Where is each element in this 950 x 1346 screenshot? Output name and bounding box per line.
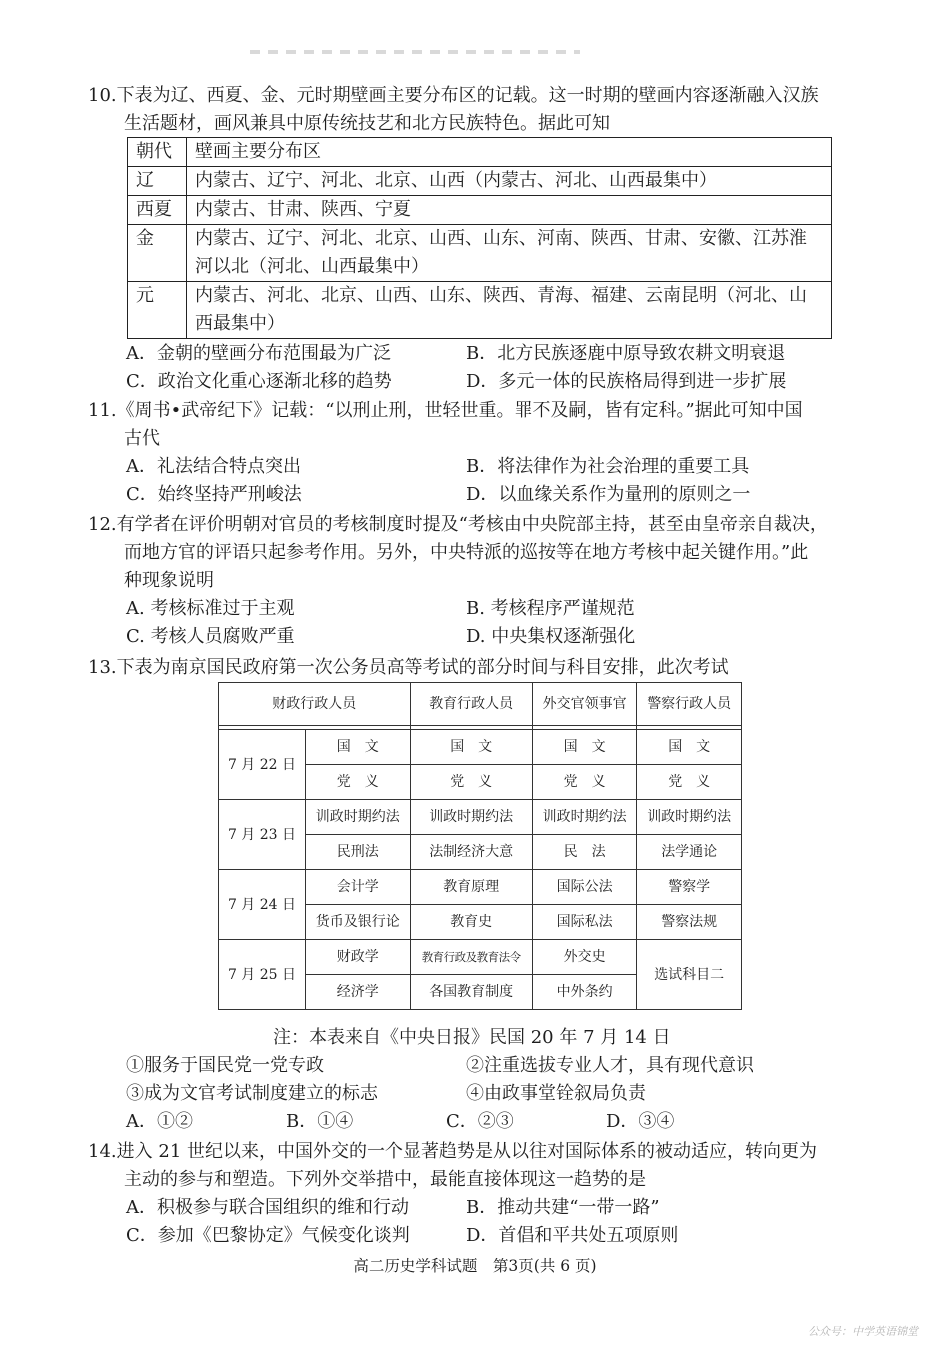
q14-stem-line2: 主动的参与和塑造。下列外交举措中，最能直接体现这一趋势的是 — [124, 1169, 646, 1190]
q10-number: 10. — [88, 85, 117, 106]
q13-subject: 国 文 — [410, 730, 532, 765]
q10-header-region: 壁画主要分布区 — [187, 138, 832, 167]
q10-cell-region: 内蒙古、甘肃、陕西、宁夏 — [187, 196, 832, 225]
page-footer: 高二历史学科试题 第3页(共 6 页) — [353, 1257, 597, 1275]
q13-option-b[interactable]: B．①④ — [286, 1111, 354, 1132]
q13-statement: ①服务于国民党一党专政 — [126, 1055, 324, 1076]
q12-stem-line1: 12.有学者在评价明朝对官员的考核制度时提及“考核由中央院部主持，甚至由皇帝亲自裁决， — [88, 511, 888, 539]
q13-table-note: 注：本表来自《中央日报》民国 20 年 7 月 14 日 — [273, 1027, 671, 1048]
watermark: 公众号：中学英语锦堂 — [808, 1325, 918, 1338]
q13-subject: 教育行政及教育法令 — [410, 940, 532, 975]
q12-option-b[interactable]: B. 考核程序严谨规范 — [466, 598, 635, 619]
q13-header: 警察行政人员 — [637, 683, 742, 726]
q14-option-d[interactable]: D．首倡和平共处五项原则 — [466, 1225, 679, 1246]
q13-subject: 中外条约 — [532, 975, 637, 1010]
q12-stem-line3: 种现象说明 — [124, 570, 214, 591]
q14-stem-line1: 14.进入 21 世纪以来，中国外交的一个显著趋势是从以往对国际体系的被动适应，转向更为 — [88, 1138, 888, 1166]
scan-artifact-line — [250, 50, 580, 54]
q11-option-b[interactable]: B．将法律作为社会治理的重要工具 — [466, 456, 750, 477]
q11-stem-line2: 古代 — [124, 428, 160, 449]
q11-number: 11. — [88, 400, 117, 421]
q14-option-b[interactable]: B．推动共建“一带一路” — [466, 1197, 660, 1218]
question-14 — [88, 1138, 888, 1250]
q13-subject: 警察法规 — [637, 905, 742, 940]
q13-subject: 民 法 — [532, 835, 637, 870]
q10-cell-region: 内蒙古、河北、北京、山西、山东、陕西、青海、福建、云南昆明（河北、山西最集中） — [187, 282, 832, 339]
q10-cell-region: 内蒙古、辽宁、河北、北京、山西、山东、河南、陕西、甘肃、安徽、江苏淮河以北（河北、山西最集中） — [187, 225, 832, 282]
q13-statements-and-options — [88, 1052, 888, 1136]
q13-header: 外交官领事官 — [532, 683, 637, 726]
question-11 — [88, 397, 888, 509]
q13-option-c[interactable]: C．②③ — [446, 1111, 514, 1132]
q13-subject: 财政学 — [306, 940, 411, 975]
q13-subject: 教育史 — [410, 905, 532, 940]
q13-subject: 经济学 — [306, 975, 411, 1010]
q13-subject: 法学通论 — [637, 835, 742, 870]
q12-option-c[interactable]: C. 考核人员腐败严重 — [126, 626, 295, 647]
q10-cell-dynasty: 金 — [128, 225, 187, 282]
question-13 — [88, 654, 888, 682]
q12-option-d[interactable]: D. 中央集权逐渐强化 — [466, 626, 636, 647]
q13-subject: 民刑法 — [306, 835, 411, 870]
q13-statement: ②注重选拔专业人才，具有现代意识 — [466, 1055, 754, 1076]
q13-subject: 国际私法 — [532, 905, 637, 940]
q13-subject: 货币及银行论 — [306, 905, 411, 940]
q12-option-a[interactable]: A. 考核标准过于主观 — [126, 598, 295, 619]
q13-subject: 党 义 — [410, 765, 532, 800]
q14-number: 14. — [88, 1141, 117, 1162]
q13-subject: 国 文 — [306, 730, 411, 765]
q13-statement: ④由政事堂铨叙局负责 — [466, 1083, 646, 1104]
q13-subject: 外交史 — [532, 940, 637, 975]
q13-date: 7 月 22 日 — [219, 730, 306, 800]
q13-header: 教育行政人员 — [410, 683, 532, 726]
q13-subject: 训政时期约法 — [306, 800, 411, 835]
q11-option-c[interactable]: C．始终坚持严刑峻法 — [126, 484, 302, 505]
q13-subject: 训政时期约法 — [637, 800, 742, 835]
q13-subject: 国 文 — [532, 730, 637, 765]
q13-subject-merged: 选试科目二 — [637, 940, 742, 1010]
q13-statement: ③成为文官考试制度建立的标志 — [126, 1083, 378, 1104]
q13-subject: 国际公法 — [532, 870, 637, 905]
q13-exam-schedule-table — [218, 682, 742, 1010]
q10-option-c[interactable]: C．政治文化重心逐渐北移的趋势 — [126, 371, 392, 392]
question-12 — [88, 511, 888, 651]
question-10 — [88, 82, 888, 138]
q13-subject: 训政时期约法 — [532, 800, 637, 835]
q11-stem-line1: 11.《周书•武帝纪下》记载：“以刑止刑，世轻世重。罪不及嗣，皆有定科。”据此可知中国 — [88, 397, 888, 425]
q10-cell-region: 内蒙古、辽宁、河北、北京、山西（内蒙古、河北、山西最集中） — [187, 167, 832, 196]
q12-stem-line2: 而地方官的评语只起参考作用。另外，中央特派的巡按等在地方考核中起关键作用。”此 — [124, 542, 809, 563]
q14-option-a[interactable]: A．积极参与联合国组织的维和行动 — [126, 1197, 409, 1218]
q13-subject: 党 义 — [637, 765, 742, 800]
q13-date: 7 月 25 日 — [219, 940, 306, 1010]
q13-header: 财政行政人员 — [219, 683, 411, 726]
q14-option-c[interactable]: C．参加《巴黎协定》气候变化谈判 — [126, 1225, 410, 1246]
q13-subject: 党 义 — [306, 765, 411, 800]
q10-cell-dynasty: 辽 — [128, 167, 187, 196]
q10-table — [127, 137, 832, 339]
q10-option-d[interactable]: D．多元一体的民族格局得到进一步扩展 — [466, 371, 787, 392]
q10-options — [88, 340, 888, 396]
q13-subject: 党 义 — [532, 765, 637, 800]
q10-stem-line1: 10.下表为辽、西夏、金、元时期壁画主要分布区的记载。这一时期的壁画内容逐渐融入汉族 — [88, 82, 888, 110]
q10-cell-dynasty: 元 — [128, 282, 187, 339]
q10-cell-dynasty: 西夏 — [128, 196, 187, 225]
q13-date: 7 月 23 日 — [219, 800, 306, 870]
q11-option-d[interactable]: D．以血缘关系作为量刑的原则之一 — [466, 484, 751, 505]
q13-subject: 各国教育制度 — [410, 975, 532, 1010]
q13-subject: 训政时期约法 — [410, 800, 532, 835]
q10-option-a[interactable]: A．金朝的壁画分布范围最为广泛 — [126, 343, 391, 364]
q13-subject: 法制经济大意 — [410, 835, 532, 870]
q10-header-dynasty: 朝代 — [128, 138, 187, 167]
q13-option-a[interactable]: A．①② — [126, 1111, 193, 1132]
q13-number: 13. — [88, 657, 117, 678]
q12-number: 12. — [88, 514, 117, 535]
q13-option-d[interactable]: D．③④ — [606, 1111, 675, 1132]
q13-stem-line1: 13.下表为南京国民政府第一次公务员高等考试的部分时间与科目安排，此次考试 — [88, 654, 888, 682]
q13-date: 7 月 24 日 — [219, 870, 306, 940]
q11-option-a[interactable]: A．礼法结合特点突出 — [126, 456, 301, 477]
q13-subject: 警察学 — [637, 870, 742, 905]
q13-subject: 教育原理 — [410, 870, 532, 905]
q10-stem-line2: 生活题材，画风兼具中原传统技艺和北方民族特色。据此可知 — [124, 113, 610, 134]
q10-option-b[interactable]: B．北方民族逐鹿中原导致农耕文明衰退 — [466, 343, 786, 364]
q13-subject: 国 文 — [637, 730, 742, 765]
q13-subject: 会计学 — [306, 870, 411, 905]
